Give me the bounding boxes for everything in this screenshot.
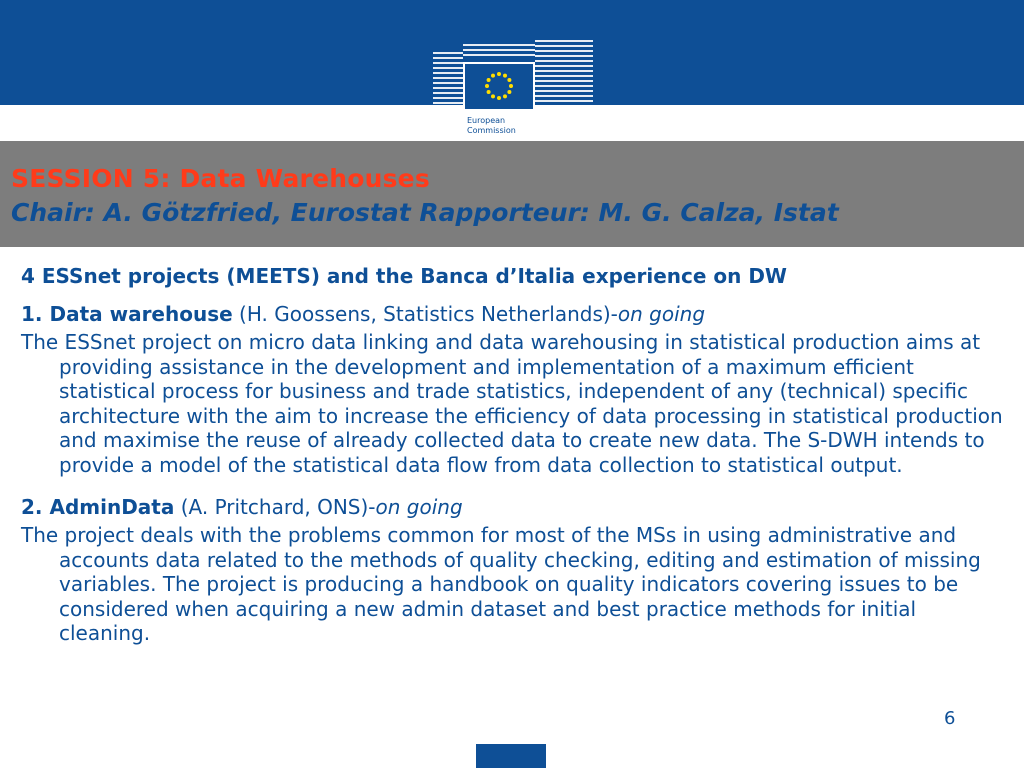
session-bar	[0, 141, 1024, 247]
project-status: on going	[617, 302, 706, 326]
project-description: The project deals with the problems common for most of the MSs in using administrative and accounts data related to the methods of quality checking, editing and estimation of missing variables. The project is producing a handbook on quality indicators covering issues to be considered when acquiring a new admin dataset and best practice methods for initial cleaning.	[21, 523, 981, 645]
page-number: 6	[944, 708, 956, 729]
session-title: SESSION 5: Data Warehouses	[11, 164, 430, 193]
bottom-flag-tab	[476, 744, 546, 768]
project-heading	[21, 495, 1011, 519]
project-lead: (H. Goossens, Statistics Netherlands)-	[232, 302, 618, 326]
project-heading	[21, 302, 1011, 326]
european-commission-logo	[425, 22, 600, 142]
project-description: The ESSnet project on micro data linking and data warehousing in statistical production aims at providing assistance in the development and implementation of a maximum efficient statistical process for business and trade statistics, independent of any (technical) specific architecture with the aim to increase the efficiency of data processing in statistical production and maximise the reuse of already collected data to create new data. The S-DWH intends to provide a model of the statistical data flow from data collection to statistical output.	[21, 330, 1003, 477]
project-title: 2. AdminData	[21, 495, 175, 519]
logo-label-line1: European	[467, 116, 506, 125]
session-chair: Chair: A. Götzfried, Eurostat Rapporteur: M. G. Calza, Istat	[11, 198, 839, 227]
logo-label-line2: Commission	[467, 126, 516, 135]
slide-content	[21, 264, 1011, 664]
project-status: on going	[375, 495, 463, 519]
intro-heading: 4 ESSnet projects (MEETS) and the Banca d’Italia experience on DW	[21, 264, 787, 288]
project-title: 1. Data warehouse	[21, 302, 233, 326]
project-lead: (A. Pritchard, ONS)-	[174, 495, 376, 519]
